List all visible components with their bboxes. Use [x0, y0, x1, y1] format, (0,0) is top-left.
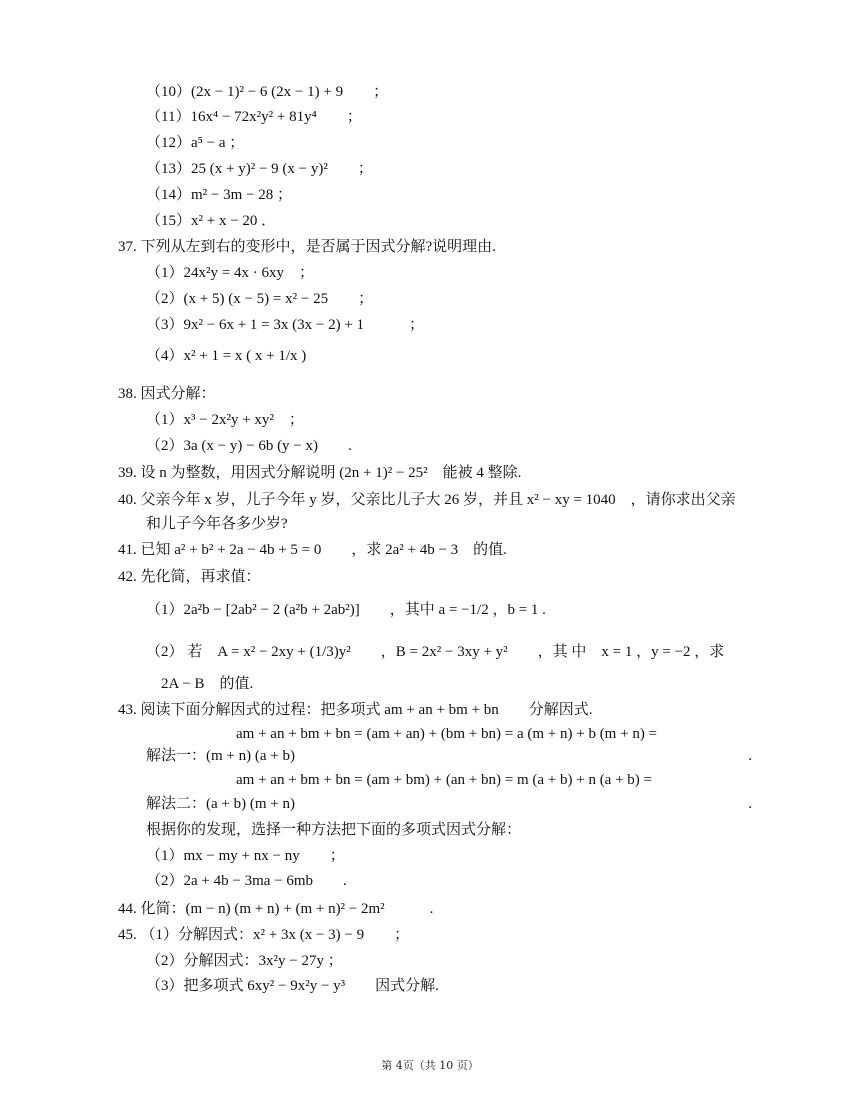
text-line-q37-4: （4）x² + 1 = x ( x + 1/x )	[146, 348, 307, 364]
text-line-q37-3: （3）9x² − 6x + 1 = 3x (3x − 2) + 1 ；	[146, 317, 425, 333]
text-line-q44: 44. 化简：(m − n) (m + n) + (m + n)² − 2m² .	[118, 901, 434, 917]
text-line-q42-2: （2） 若 A = x² − 2xy + (1/3)y² ，B = 2x² − 3xy + y² ，其 中 x = 1 ，y = −2 ，求	[146, 644, 725, 660]
trailing-period-1: .	[748, 748, 753, 764]
text-line-q38: 38. 因式分解：	[118, 386, 216, 402]
text-line-q45: 45. （1）分解因式：x² + 3x (x − 3) − 9 ；	[118, 927, 410, 943]
text-line-q43-t: 根据你的发现，选择一种方法把下面的多项式因式分解：	[146, 822, 522, 838]
text-line-q39: 39. 设 n 为整数，用因式分解说明 (2n + 1)² − 25² 能被 4 整除.	[118, 465, 522, 481]
text-line-q43-s1: 解法一：(m + n) (a + b)	[146, 748, 295, 764]
text-line-q37-2: （2）(x + 5) (x − 5) = x² − 25 ；	[146, 291, 374, 307]
text-line-q43-1: （1）mx − my + nx − ny ；	[146, 848, 345, 864]
text-line-p14: （14）m² − 3m − 28 ；	[146, 187, 293, 203]
text-line-q43-l1: am + an + bm + bn = (am + an) + (bm + bn) = a (m + n) + b (m + n) =	[146, 726, 658, 742]
text-line-p11: （11）16x⁴ − 72x²y² + 81y⁴ ；	[146, 109, 362, 125]
text-line-p10: （10）(2x − 1)² − 6 (2x − 1) + 9 ；	[146, 84, 389, 100]
text-line-q37-1: （1）24x²y = 4x · 6xy ；	[146, 265, 314, 281]
text-line-q37: 37. 下列从左到右的变形中，是否属于因式分解?说明理由.	[118, 239, 496, 255]
text-line-q41: 41. 已知 a² + b² + 2a − 4b + 5 = 0 ，求 2a² + 4b − 3 的值.	[118, 542, 507, 558]
text-line-q43-2: （2）2a + 4b − 3ma − 6mb .	[146, 873, 347, 889]
text-line-q43: 43. 阅读下面分解因式的过程：把多项式 am + an + bm + bn 分解因式.	[118, 702, 593, 718]
text-line-q45-3: （3）把多项式 6xy² − 9x²y − y³ 因式分解.	[146, 978, 439, 994]
text-line-q38-2: （2）3a (x − y) − 6b (y − x) .	[146, 438, 352, 454]
text-line-q42-1: （1）2a²b − [2ab² − 2 (a²b + 2ab²)] ，其中 a = −1/2 ，b = 1 .	[146, 602, 546, 618]
text-line-p12: （12）a⁵ − a ；	[146, 135, 245, 151]
text-line-q38-1: （1）x³ − 2x²y + xy² ；	[146, 412, 304, 428]
text-line-q40a: 40. 父亲今年 x 岁，儿子今年 y 岁，父亲比儿子大 26 岁，并且 x² − xy = 1040 ，请你求出父亲	[118, 492, 736, 508]
text-line-q45-2: （2）分解因式：3x²y − 27y ；	[146, 953, 343, 969]
trailing-period-2: .	[748, 796, 753, 812]
text-line-q40b: 和儿子今年各多少岁?	[146, 516, 288, 532]
text-line-p15: （15）x² + x − 20 ．	[146, 213, 277, 229]
text-line-q43-l2: am + an + bm + bn = (am + bm) + (an + bn) = m (a + b) + n (a + b) =	[146, 772, 653, 788]
text-line-p13: （13）25 (x + y)² − 9 (x − y)² ；	[146, 161, 373, 177]
text-line-q42-2b: 2A − B 的值.	[146, 676, 254, 692]
text-line-q42: 42. 先化简，再求值：	[118, 569, 261, 585]
text-line-q43-s2: 解法二：(a + b) (m + n)	[146, 796, 295, 812]
page-footer: 第 4页（共 10 页）	[381, 1059, 479, 1072]
